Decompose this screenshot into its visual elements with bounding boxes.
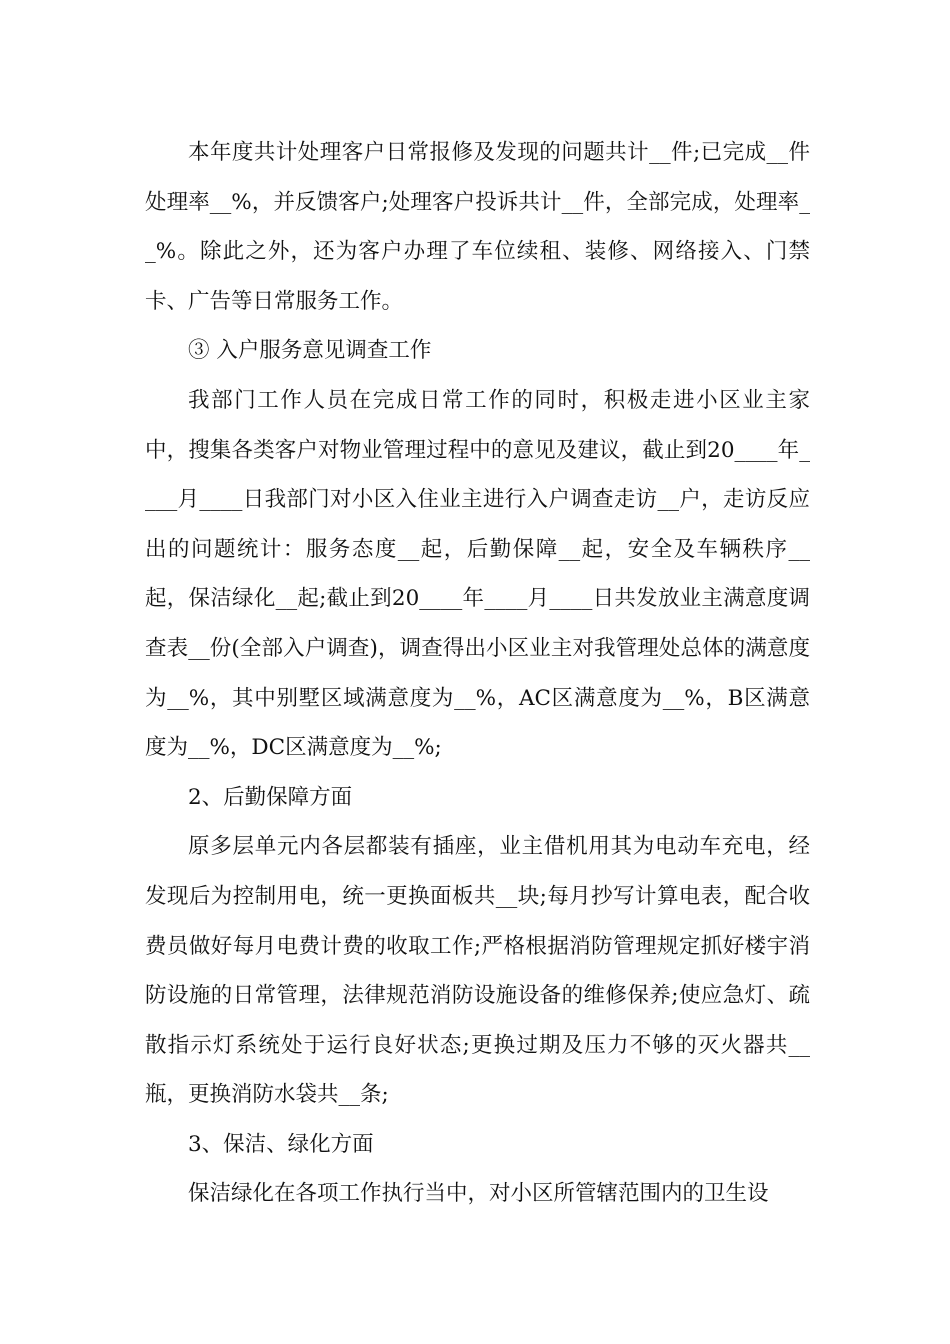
heading-logistics: 2、后勤保障方面: [188, 784, 353, 810]
paragraph-repair-statistics: 本年度共计处理客户日常报修及发现的问题共计__件;已完成__件处理率__%，并反馈客户;处理客户投诉共计__件，全部完成，处理率__%。除此之外，还为客户办理了车位续租、装修、网络接入、门禁卡、广告等日常服务工作。: [145, 140, 810, 314]
paragraph-household-survey: 我部门工作人员在完成日常工作的同时，积极走进小区业主家中，搜集各类客户对物业管理过程中的意见及建议，截止到20____年____月____日我部门对小区入住业主进行入户调查走访__户，走访反应出的问题统计：服务态度__起，后勤保障__起，安全及车辆秩序__起，保洁绿化__起;截止到20____年____月____日共发放业主满意度调查表__份(全部入户调查)，调查得出小区业主对我管理处总体的满意度为__%，其中别墅区域满意度为__%，AC区满意度为__%，B区满意度为__%，DC区满意度为__%;: [145, 387, 810, 761]
paragraph-logistics: 原多层单元内各层都装有插座，业主借机用其为电动车充电，经发现后为控制用电，统一更换面板共__块;每月抄写计算电表，配合收费员做好每月电费计费的收取工作;严格根据消防管理规定抓好楼宇消防设施的日常管理，法律规范消防设施设备的维修保养;使应急灯、疏散指示灯系统处于运行良好状态;更换过期及压力不够的灭火器共__瓶，更换消防水袋共__条;: [145, 834, 810, 1108]
heading-household-survey: ③ 入户服务意见调查工作: [188, 338, 432, 364]
paragraph-cleaning-greening: 保洁绿化在各项工作执行当中，对小区所管辖范围内的卫生设: [188, 1181, 769, 1207]
heading-cleaning-greening: 3、保洁、绿化方面: [188, 1131, 374, 1157]
